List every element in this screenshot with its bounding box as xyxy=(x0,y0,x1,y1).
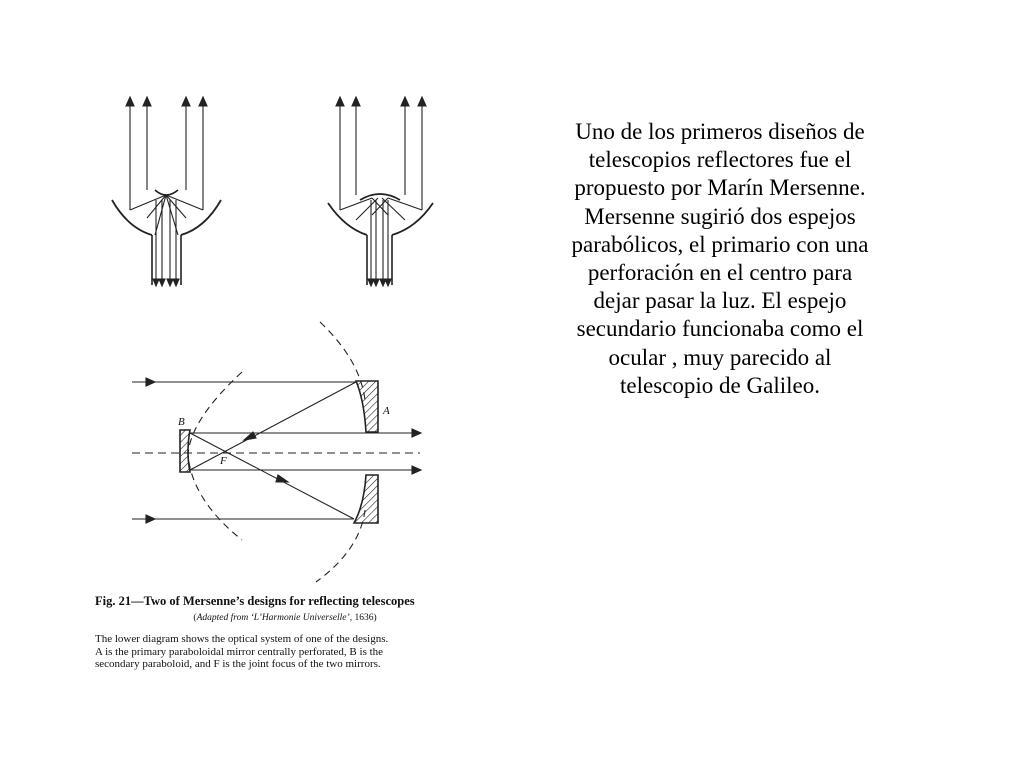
label-primary-mirror: A xyxy=(383,405,390,417)
description-line: telescopios reflectores fue el xyxy=(588,147,852,173)
description-line: parabólicos, el primario con una xyxy=(571,231,869,257)
description-line: perforación en el centro para xyxy=(587,260,853,286)
description-line: ocular , muy parecido al xyxy=(608,344,832,370)
top-left-telescope-design xyxy=(112,97,221,286)
description-line: propuesto por Marín Mersenne. xyxy=(574,175,866,201)
lower-optical-system-diagram xyxy=(132,322,421,582)
figure-caption-source: (Adapted from ‘L’Harmonie Universelle’, 1636) xyxy=(193,613,377,623)
figure-caption-source-year: , 1636) xyxy=(349,613,377,623)
top-right-telescope-design xyxy=(328,97,433,286)
caption-line: secondary paraboloid, and F is the joint focus of the two mirrors. xyxy=(95,658,381,670)
description-line: Uno de los primeros diseños de xyxy=(575,119,865,144)
label-secondary-mirror: B xyxy=(178,416,185,428)
caption-line: A is the primary paraboloidal mirror centrally perforated, B is the xyxy=(95,645,384,658)
figure-caption-body xyxy=(95,633,465,671)
description-line: secundario funcionaba como el xyxy=(576,316,864,342)
label-focus: F xyxy=(220,455,227,467)
description-text xyxy=(520,118,920,400)
caption-line: The lower diagram shows the optical system of one of the designs. xyxy=(95,633,389,645)
description-line: dejar pasar la luz. El espejo xyxy=(593,288,847,314)
figure-caption-title: Fig. 21—Two of Mersenne’s designs for reflecting telescopes xyxy=(95,594,415,608)
figure-caption-source-italic: Adapted from ‘L’Harmonie Universelle’ xyxy=(196,613,350,623)
description-line: Mersenne sugirió dos espejos xyxy=(584,203,856,229)
description-line: telescopio de Galileo. xyxy=(620,372,820,398)
